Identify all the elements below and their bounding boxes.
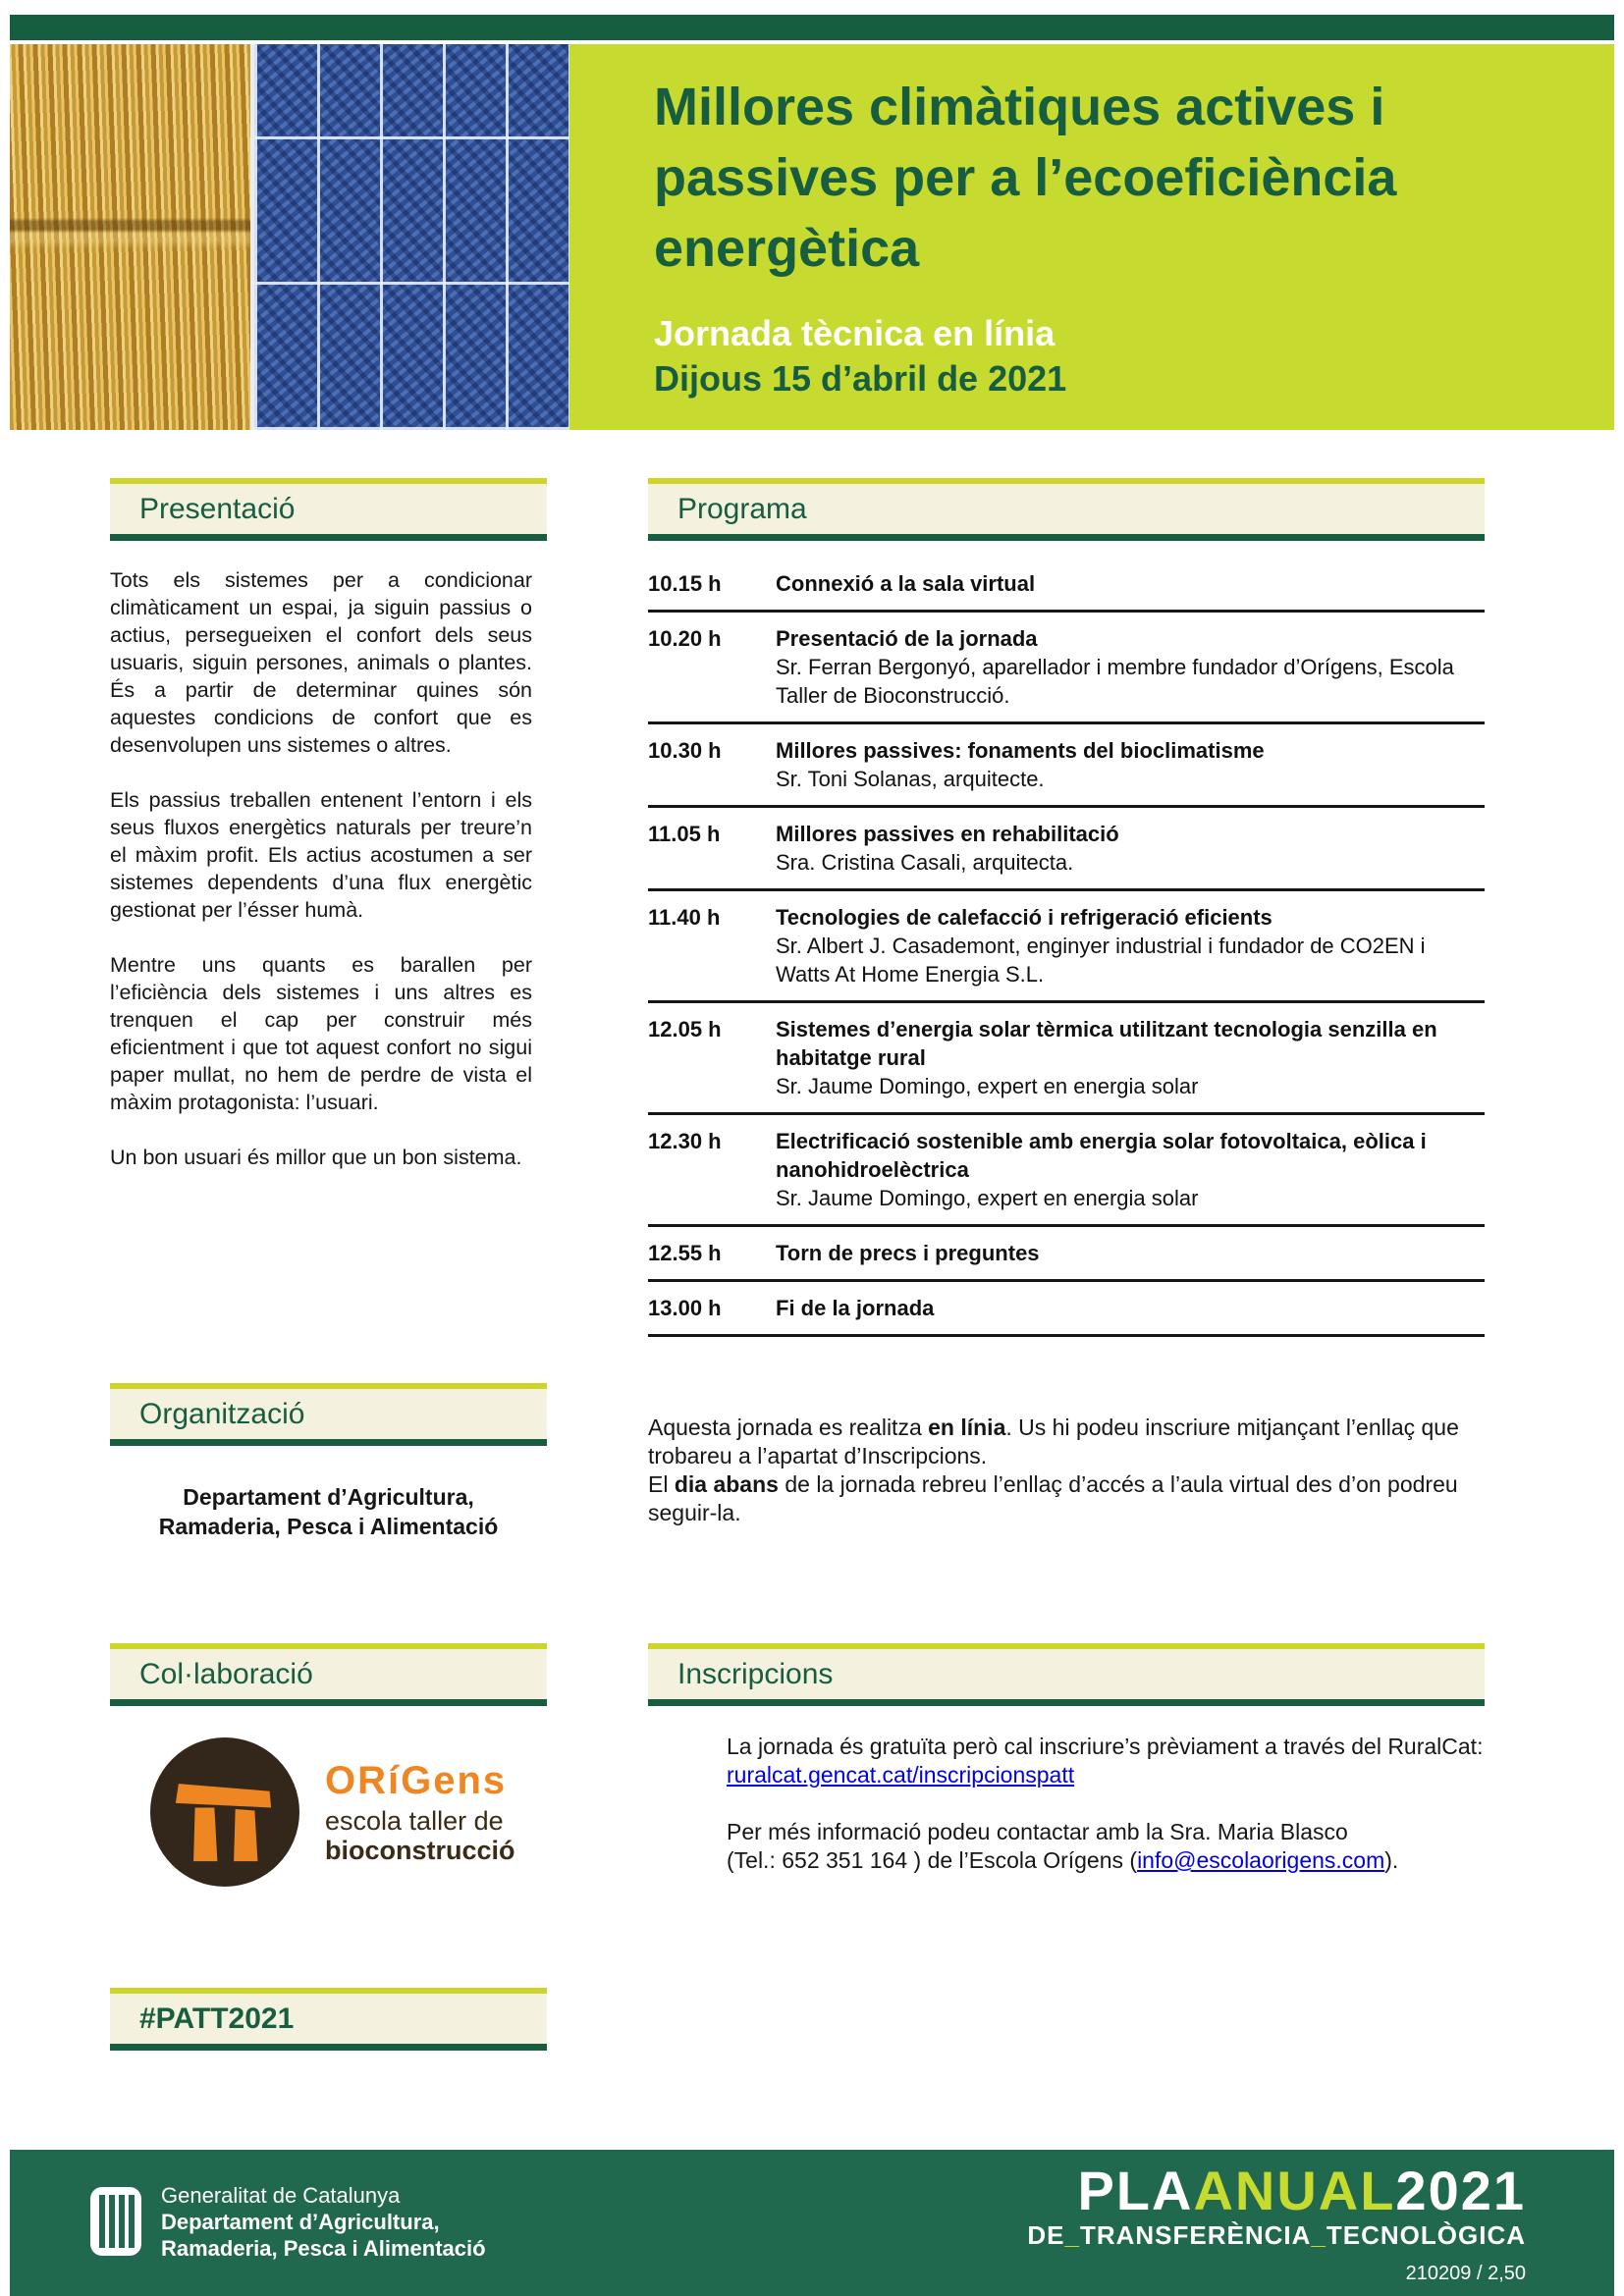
tagline-underscore: _: [1311, 2220, 1326, 2250]
tagline-text: DE: [1027, 2220, 1065, 2250]
anual-text: ANUAL: [1193, 2160, 1396, 2221]
origens-tagline-line1: escola taller de: [325, 1806, 504, 1836]
origens-dolmen-icon: [150, 1737, 299, 1887]
program-item-time: 10.30 h: [648, 738, 722, 763]
inscripcions-contact-line1: Per més informació podeu contactar amb la Sra. Maria Blasco: [727, 1819, 1348, 1844]
program-item: [648, 1003, 1485, 1115]
event-subtitle: [654, 311, 1614, 401]
program-item-time: 11.40 h: [648, 905, 721, 930]
solar-panels-image: [250, 44, 569, 430]
generalitat-text: [161, 2182, 486, 2262]
pla-anual-tagline: [1027, 2220, 1526, 2250]
footer-bar: [10, 2150, 1614, 2296]
section-organitzacio-header: [110, 1383, 547, 1446]
contact-text: ).: [1384, 1847, 1399, 1873]
event-date: Dijous 15 d’abril de 2021: [654, 358, 1067, 399]
program-item-title: Presentació de la jornada: [776, 626, 1038, 651]
generalitat-line1: Generalitat de Catalunya: [161, 2182, 401, 2208]
program-item-speaker: Sr. Toni Solanas, arquitecte.: [776, 767, 1045, 791]
program-item-time: 12.55 h: [648, 1241, 722, 1265]
presentacio-body: [110, 566, 532, 1199]
program-item-time: 13.00 h: [648, 1296, 722, 1320]
program-item-time: 12.30 h: [648, 1129, 722, 1153]
tagline-text: TRANSFERÈNCIA: [1079, 2220, 1312, 2250]
spacer: [727, 1789, 1502, 1818]
header-photo: [10, 44, 569, 430]
page-title: [654, 72, 1614, 284]
header-banner: [569, 44, 1614, 430]
page-title-line3: energètica: [654, 219, 920, 278]
generalitat-logo: [86, 2179, 486, 2264]
program-item-speaker: Sr. Jaume Domingo, expert en energia solar: [776, 1074, 1199, 1098]
inscripcions-intro: La jornada és gratuïta però cal inscriure’s prèviament a través del RuralCat:: [727, 1734, 1484, 1759]
program-item-title: Tecnologies de calefacció i refrigeració eficients: [776, 905, 1272, 930]
presentacio-paragraph: Mentre uns quants es barallen per l’eficiència dels sistemes i uns altres es trenquen el cap per construir més eficientment i que tot aquest confort no sigui paper mullat, no hem de perdre de vista el màxim protagonista: l’usuari.: [110, 953, 532, 1114]
program-item: [648, 613, 1485, 724]
organizer-name-line1: Departament d’Agricultura,: [183, 1484, 474, 1510]
organitzacio-heading: Organització: [139, 1397, 305, 1430]
hashtag-text: #PATT2021: [139, 2002, 295, 2035]
contact-text: (Tel.: 652 351 164 ) de l’Escola Orígens (: [727, 1847, 1138, 1873]
section-programa-header: [648, 478, 1485, 541]
program-item: [648, 1282, 1485, 1337]
section-presentacio-header: [110, 478, 547, 541]
online-note-paragraph2: [648, 1470, 1490, 1527]
email-link[interactable]: info@escolaorigens.com: [1137, 1847, 1385, 1873]
presentacio-paragraph: Tots els sistemes per a condicionar climàticament un espai, ja siguin passius o actius, persegueixen el confort dels seus usuaris, siguin persones, animals o plantes. És a partir de determinar quines són aquestes condicions de confort que es desenvolupen uns sistemes o altres.: [110, 568, 532, 757]
collaboracio-heading: Col·laboració: [139, 1657, 313, 1690]
program-item: [648, 891, 1485, 1003]
note-text: Aquesta jornada es realitza: [648, 1415, 929, 1440]
event-type: Jornada tècnica en línia: [654, 313, 1056, 353]
program-item: [648, 808, 1485, 891]
programa-heading: Programa: [677, 492, 807, 525]
organizer-name: [110, 1482, 547, 1541]
program-item-time: 12.05 h: [648, 1017, 722, 1041]
document-reference: 210209 / 2,50: [1405, 2263, 1526, 2284]
inscripcions-contact-line2: [727, 1846, 1502, 1875]
presentacio-paragraph: Els passius treballen entenent l’entorn i els seus fluxos energètics naturals per treure’n el màxim profit. Els actius acostumen a ser sistemes dependents d’una flux energètic gestionat per l’ésser humà.: [110, 788, 532, 922]
program-item-time: 10.15 h: [648, 571, 722, 596]
program-item-speaker: Sra. Cristina Casali, arquitecta.: [776, 850, 1074, 875]
generalitat-line3: Ramaderia, Pesca i Alimentació: [161, 2235, 486, 2261]
note-text: El: [648, 1471, 675, 1497]
pla-text: PLA: [1077, 2160, 1194, 2221]
section-collaboracio-header: [110, 1643, 547, 1706]
note-bold-dia-abans: dia abans: [674, 1471, 779, 1497]
program-schedule: [648, 567, 1485, 1337]
tagline-text: TECNOLÒGICA: [1326, 2220, 1526, 2250]
program-item-title: Millores passives en rehabilitació: [776, 822, 1119, 846]
straw-bales-image: [10, 44, 250, 430]
program-item-title: Electrificació sostenible amb energia solar fotovoltaica, eòlica i nanohidroelèctrica: [776, 1129, 1427, 1182]
page-title-line2: passives per a l’ecoeficiència: [654, 148, 1397, 207]
program-item-time: 11.05 h: [648, 822, 721, 846]
inscripcions-body: [727, 1733, 1502, 1875]
program-item: [648, 567, 1485, 613]
generalitat-emblem-icon: [86, 2179, 145, 2264]
program-item-speaker: Sr. Jaume Domingo, expert en energia solar: [776, 1186, 1199, 1210]
inscripcions-link-line: [727, 1761, 1502, 1789]
pla-anual-logo: [1027, 2162, 1526, 2285]
origens-logo: [150, 1737, 563, 1887]
program-item-title: Fi de la jornada: [776, 1296, 935, 1320]
tagline-underscore: _: [1064, 2220, 1080, 2250]
program-item-time: 10.20 h: [648, 626, 722, 651]
pla-anual-title: [1027, 2162, 1526, 2220]
section-inscripcions-header: [648, 1643, 1485, 1706]
program-item-speaker: Sr. Albert J. Casademont, enginyer industrial i fundador de CO2EN i Watts At Home Energia S.L.: [776, 934, 1426, 987]
page-title-line1: Millores climàtiques actives i: [654, 78, 1385, 136]
origens-brand-text: ORíGens: [325, 1759, 508, 1802]
organizer-name-line2: Ramaderia, Pesca i Alimentació: [158, 1514, 499, 1539]
ruralcat-registration-link[interactable]: ruralcat.gencat.cat/inscripcionspatt: [727, 1762, 1075, 1788]
program-item: [648, 1227, 1485, 1282]
program-item-speaker: Sr. Ferran Bergonyó, aparellador i membre fundador d’Orígens, Escola Taller de Bioconstrucció.: [776, 655, 1454, 708]
online-note-paragraph1: [648, 1414, 1490, 1470]
program-item-title: Millores passives: fonaments del bioclimatisme: [776, 738, 1265, 763]
program-item-title: Torn de precs i preguntes: [776, 1241, 1040, 1265]
note-text: . Us hi podeu inscriure mitjançant l’enllaç que trobareu a l’apartat d’Inscripcions.: [648, 1415, 1459, 1468]
year-text: 2021: [1395, 2160, 1526, 2221]
origens-tagline-line2: bioconstrucció: [325, 1836, 515, 1865]
program-item: [648, 1115, 1485, 1227]
header-top-bar: [10, 15, 1614, 40]
online-session-note: [648, 1414, 1490, 1527]
generalitat-line2: Departament d’Agricultura,: [161, 2209, 440, 2234]
program-item-title: Sistemes d’energia solar tèrmica utilitzant tecnologia senzilla en habitatge rural: [776, 1017, 1437, 1070]
presentacio-heading: Presentació: [139, 492, 296, 525]
note-text: de la jornada rebreu l’enllaç d’accés a l’aula virtual des d’on podreu seguir-la.: [648, 1471, 1458, 1525]
presentacio-paragraph: Un bon usuari és millor que un bon sistema.: [110, 1146, 522, 1169]
program-item-title: Connexió a la sala virtual: [776, 571, 1036, 596]
origens-wordmark: [325, 1759, 515, 1865]
section-hashtag-box: [110, 1988, 547, 2051]
note-bold-en-linia: en línia: [928, 1415, 1006, 1440]
inscripcions-heading: Inscripcions: [677, 1657, 834, 1690]
program-item: [648, 724, 1485, 808]
